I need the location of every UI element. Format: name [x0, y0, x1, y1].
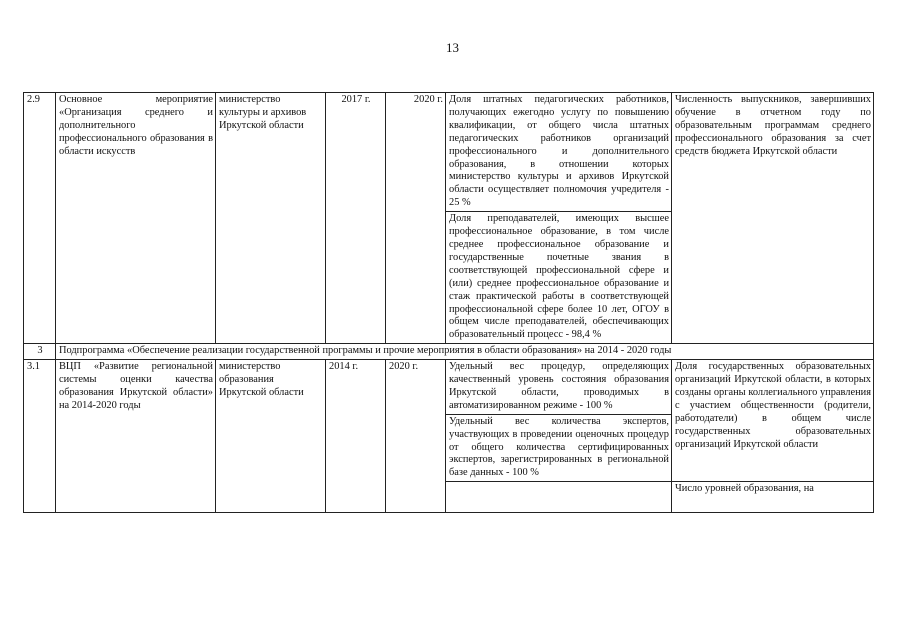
- indicator-cell: Доля штатных педагогических работников, получающих ежегодно услугу по повышению квалификации, от общего числа штатных педагогических работников организаций профессионального и дополнительного образования, в отношении которых министерство культуры и архивов Иркутской области осуществляет полномочия учредителя - 25 %: [446, 93, 672, 212]
- start-year: 2017 г.: [326, 93, 386, 344]
- page-number: 13: [446, 40, 459, 55]
- result-cell: Число уровней образования, на: [672, 482, 874, 513]
- row-number: 3: [24, 344, 56, 360]
- result-cell: Численность выпускников, завершивших обучение в отчетном году по образовательным программам среднего профессионального образования за счет средств бюджета Иркутской области: [672, 93, 874, 344]
- activity-name: ВЦП «Развитие региональной системы оценки качества образования Иркутской области» на 2014-2020 годы: [56, 360, 216, 513]
- table-row: [24, 360, 874, 415]
- indicator-cell: Доля преподавателей, имеющих высшее профессиональное образование, в том числе среднее профессиональное образование и государственные почетные звания в соответствующей профессиональной сфере и (или) среднее профессиональное образование и стаж практической работы в соответствующей профессиональной сфере более 10 лет, ОГОУ в общем числе преподавателей, обеспечивающих образовательный процесс - 98,4 %: [446, 212, 672, 344]
- indicator-cell: Удельный вес процедур, определяющих качественный уровень состояния образования Иркутской области, проводимых в автоматизированном режиме - 100 %: [446, 360, 672, 415]
- subprogram-title: Подпрограмма «Обеспечение реализации государственной программы и прочие мероприятия в области образования» на 2014 - 2020 годы: [56, 344, 874, 360]
- result-cell: Доля государственных образовательных организаций Иркутской области, в которых созданы органы коллегиального управления с участием общественности (родители, работодатели) в общем числе государственных образовательных организаций Иркутской области: [672, 360, 874, 482]
- indicator-cell: Удельный вес количества экспертов, участвующих в проведении оценочных процедур от общего количества сертифицированных экспертов, зарегистрированных в региональной базе данных - 100 %: [446, 414, 672, 482]
- empty-cell: [446, 482, 672, 513]
- end-year: 2020 г.: [386, 360, 446, 513]
- program-table: [23, 92, 874, 513]
- executor: министерство образования Иркутской области: [216, 360, 326, 513]
- table-row: [24, 93, 874, 212]
- executor: министерство культуры и архивов Иркутской области: [216, 93, 326, 344]
- end-year: 2020 г.: [386, 93, 446, 344]
- table-row: [24, 344, 874, 360]
- activity-name: Основное мероприятие «Организация среднего и дополнительного профессионального образования в области искусств: [56, 93, 216, 344]
- start-year: 2014 г.: [326, 360, 386, 513]
- row-number: 3.1: [24, 360, 56, 513]
- row-number: 2.9: [24, 93, 56, 344]
